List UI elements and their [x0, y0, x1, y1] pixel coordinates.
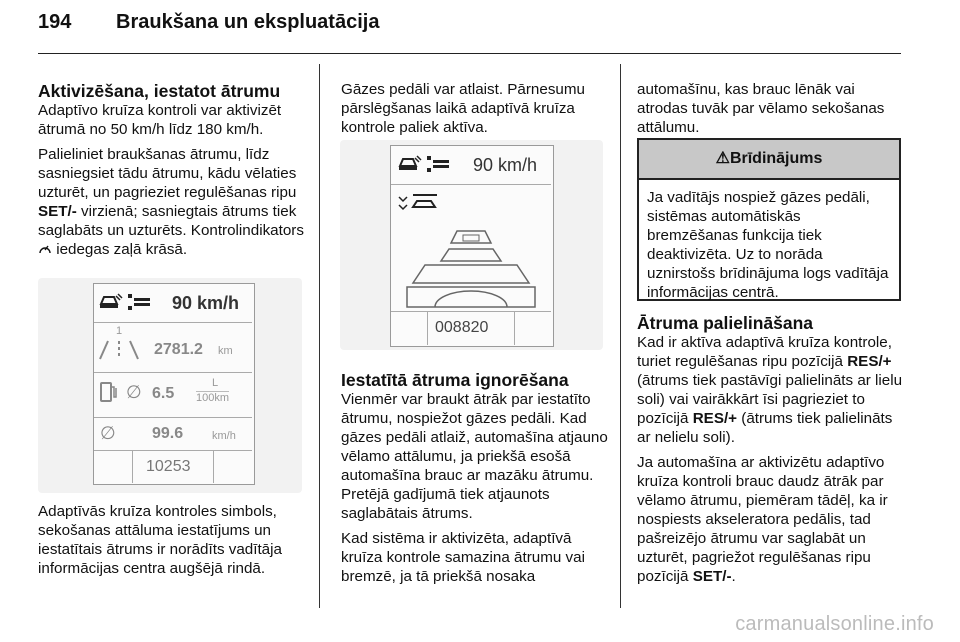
paragraph-gas-pedal: Gāzes pedāli var atlaist. Pārnesumu pārslēgšanas laikā adaptīvā kruīza kontrole paliek aktīva.	[341, 81, 585, 136]
fuel-pump-icon	[100, 381, 118, 403]
gear-value: 1	[116, 325, 123, 337]
page-number: 194	[38, 11, 72, 33]
range-unit: km	[218, 345, 233, 357]
paragraph-braking: Kad sistēma ir aktivizēta, adaptīvā kruīza kontrole samazina ātrumu vai bremzē, ja tā priekšā nosaka	[341, 530, 585, 585]
column-3-top	[637, 80, 905, 143]
paragraph-continued: automašīnu, kas brauc lēnāk vai atrodas tuvāk par vēlamo sekošanas attālumu.	[637, 81, 885, 136]
column-2-top	[341, 80, 611, 143]
acc-active-icon	[397, 193, 441, 213]
avg-speed-value: 99.6	[152, 425, 184, 442]
consumption-value: 6.5	[152, 385, 175, 402]
odometer-value: 10253	[146, 458, 191, 475]
chapter-title: Braukšana un ekspluatācija	[116, 11, 380, 33]
section-heading-override: Iestatītā ātruma ignorēšana	[341, 370, 569, 390]
dic-panel	[93, 283, 255, 485]
road-icon	[98, 339, 140, 361]
header-rule	[38, 53, 901, 54]
avg-speed-row	[94, 417, 252, 450]
figure-acc-display	[340, 140, 603, 350]
paragraph-save-speed: Ja automašīna ar aktivizētu adaptīvo kruīza kontroli brauc daudz ātrāk par vēlamo ātrumu, piemēram tādēļ, ka ir nospiests akseleratora pedālis, tad pašreizējo ātrumu var saglabāt un uzturēt, pagriežot regulēšanas ripu pozīcijā SET/-.	[637, 454, 888, 585]
acc-graphic-area	[391, 184, 551, 311]
warning-header: ⚠Brīdinājums	[639, 140, 899, 180]
consumption-unit-top: L	[212, 377, 219, 389]
cruise-indicator-icon	[38, 243, 52, 255]
watermark: carmanualsonline.info	[735, 613, 934, 635]
figure-caption-1: Adaptīvās kruīza kontroles simbols, sekošanas attāluma iestatījums un iestatītais ātrums ir norādīts vadītāja informācijas centra augšējā rindā.	[38, 503, 282, 577]
acc-panel	[390, 145, 554, 347]
odometer-row	[94, 450, 252, 482]
set-speed-readout: 90 km/h	[473, 155, 538, 175]
cruise-car-icon	[98, 292, 124, 312]
warning-box	[637, 138, 901, 301]
column-3-bottom	[637, 313, 905, 592]
consumption-unit-bottom: 100km	[196, 392, 230, 404]
column-1	[38, 81, 308, 265]
set-speed-readout: 90 km/h	[172, 293, 240, 313]
warning-icon: ⚠	[715, 150, 730, 167]
cruise-car-icon	[397, 154, 423, 174]
leading-vehicle-graphic	[405, 221, 537, 309]
page-header	[38, 11, 379, 34]
avg-speed-unit: km/h	[212, 430, 236, 442]
paragraph-override: Vienmēr var braukt ātrāk par iestatīto ātrumu, nospiežot gāzes pedāli. Kad gāzes pedāli atlaiž, automašīna atjauno vēlamo attālumu, ja priekšā esošā automašīna brauc ar mazāku ātrumu. Pretējā gadījumā tiek atjaunots saglabātais ātrums.	[341, 391, 608, 522]
paragraph-set-speed: Palieliniet braukšanas ātrumu, līdz sasniegsiet tādu ātrumu, kādu vēlaties uzturēt, un pagrieziet regulēšanas ripu SET/- virzienā; sasniegtais ātrums tiek saglabāts un uzturēts. Kontrolindikators iedegas zaļā krāsā.	[38, 146, 304, 258]
column-2-bottom	[341, 370, 613, 592]
range-row	[94, 322, 252, 372]
average-speed-symbol: ∅	[100, 423, 116, 443]
range-value: 2781.2	[154, 341, 203, 358]
odometer-row	[391, 311, 551, 344]
section-heading-increase: Ātruma palielināšana	[637, 313, 814, 333]
following-distance-icon	[427, 156, 449, 172]
following-distance-icon	[128, 294, 150, 310]
average-symbol: ∅	[126, 382, 142, 402]
warning-text: Ja vadītājs nospiež gāzes pedāli, sistēmas automātiskās bremzēšanas funkcija tiek deaktivizēta. Uz to norāda uznirstošs brīdinājuma logs vadītāja informācijas centrā.	[647, 189, 889, 301]
section-heading-activation: Aktivizēšana, iestatot ātrumu	[38, 81, 281, 101]
figure-dic-display	[38, 278, 302, 493]
column-divider-1	[319, 64, 320, 608]
column-divider-2	[620, 64, 621, 608]
consumption-row	[94, 372, 252, 417]
odometer-value: 008820	[435, 319, 489, 336]
paragraph-increase: Kad ir aktīva adaptīvā kruīza kontrole, turiet regulēšanas ripu pozīcijā RES/+ (ātrums tiek pastāvīgi palielināts ar lielu soli) vai vairākkārt īsi pagrieziet to pozīcijā RES/+ (ātrums tiek palielināts ar nelielu soli).	[637, 334, 903, 446]
paragraph-speed-range: Adaptīvo kruīza kontroli var aktivizēt ātrumā no 50 km/h līdz 180 km/h.	[38, 102, 282, 138]
